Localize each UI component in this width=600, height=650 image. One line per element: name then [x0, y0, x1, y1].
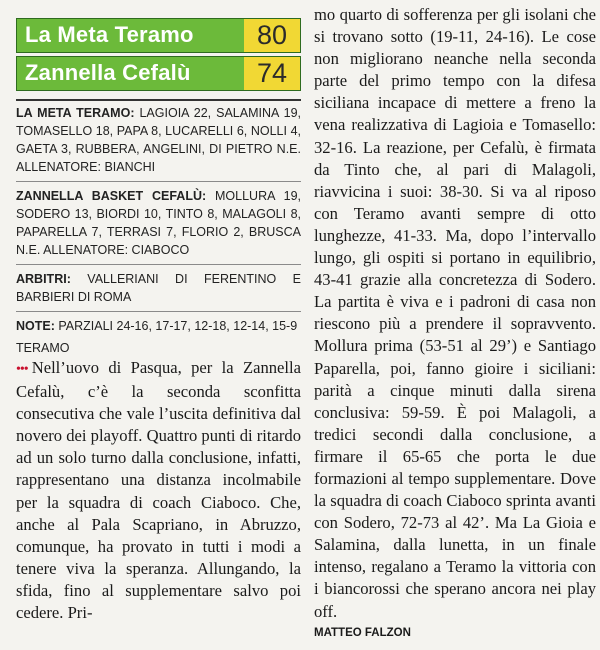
score-bar-away [16, 56, 301, 91]
score-bar-home [16, 18, 301, 53]
article-text-right: mo quarto di sofferenza per gli isolani che si trovano sotto (19-11, 24-16). Le cose non migliorano neanche nella seconda parte del primo tempo con la difesa siciliana incapace di mettere a freno la vena realizzativa di Lagioia e Tomasello: 32-16. La reazione, per Cefalù, è firmata da Tinto che, al pari di Malagoli, riavvicina i suoi: 38-30. Si va al riposo con Teramo avanti sempre di otto lunghezze, 41-33. Ma, dopo l’intervallo lungo, gli ospiti si portano in equilibrio, 43-41 grazie alla concretezza di Sodero. La partita è viva e i padroni di casa non riescono più a prendere il sopravvento. Mollura prima (53-51 al 29’) e Santiago Paparella, poi, fanno gioire i siciliani: parità a cinque minuti dalla sirena conclusiva: 59-59. È poi Malagoli, a tredici secondi dalla conclusione, a firmare il 65-65 che porta le due formazioni al tempo supplementare. Dove la squadra di coach Ciaboco sprinta avanti con Sodero, 72-73 al 42’. Ma La Gioia e Salamina, dalla lunetta, in un finale intenso, regalano a Teramo la vittoria con i biancorossi che sperano ancora nei play off. [314, 5, 596, 621]
bullet-marker: ••• [16, 362, 28, 377]
article-body-right [314, 4, 596, 623]
left-column [16, 18, 301, 624]
match-sheet [16, 99, 301, 340]
away-roster-text: MOLLURA 19, SODERO 13, BIORDI 10, TINTO 8, MALAGOLI 8, PAPARELLA 7, TERRASI 7, FLORIO 2, BRUSCA N.E. ALLENATORE: CIABOCO [16, 189, 301, 257]
away-roster [16, 182, 301, 265]
home-roster-text: LAGIOIA 22, SALAMINA 19, TOMASELLO 18, PAPA 8, LUCARELLI 6, NOLLI 4, GAETA 3, RUBBERA, ANGELINI, DI PIETRO N.E. ALLENATORE: BIANCHI [16, 106, 302, 174]
dateline: TERAMO [16, 341, 70, 355]
home-team-name: La Meta Teramo [25, 22, 194, 47]
away-roster-label: ZANNELLA BASKET CEFALÙ: [16, 189, 207, 203]
notes-text: PARZIALI 24-16, 17-17, 12-18, 12-14, 15-9 [58, 319, 298, 333]
notes [16, 312, 301, 340]
referees-label: ARBITRI: [16, 272, 71, 286]
away-team-score: 74 [244, 57, 300, 90]
home-team-score: 80 [244, 19, 300, 52]
right-column [314, 4, 596, 639]
home-roster-label: LA META TERAMO: [16, 106, 135, 120]
away-team-name: Zannella Cefalù [25, 60, 191, 85]
article-body-left [16, 357, 301, 624]
referees [16, 265, 301, 312]
notes-label: NOTE: [16, 319, 55, 333]
article-text-left: Nell’uovo di Pasqua, per la Zannella Cefalù, c’è la seconda sconfitta consecutiva che vale l’uscita definitiva dal novero dei playoff. Quattro punti di ritardo ad un solo turno dalla conclusione, infatti, rappresentano una distanza incolmabile per la squadra di coach Ciaboco. Che, anche al Pala Scapriano, in Abruzzo, comunque, ha provato in tutti i modi a tenere viva la speranza. Allungando, la sfida, fino al supplementare salvo poi cedere. Pri- [16, 358, 301, 623]
author-byline: MATTEO FALZON [314, 626, 411, 639]
referees-text: VALLERIANI DI FERENTINO E BARBIERI DI ROMA [16, 272, 301, 304]
home-roster [16, 99, 301, 182]
